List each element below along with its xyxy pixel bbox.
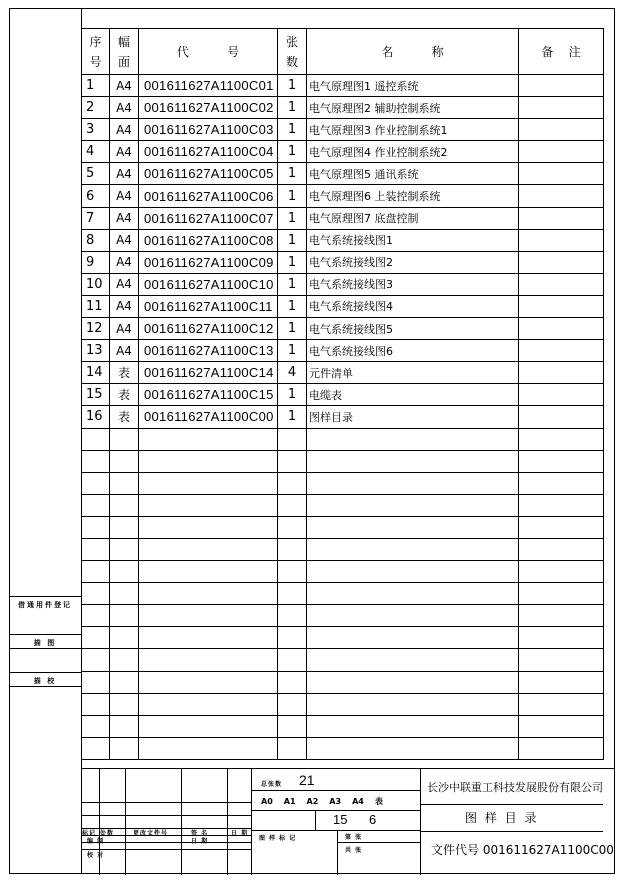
table-row [82,207,604,229]
table-row [82,75,604,97]
cell-name: 电气系统接线图6 [307,340,519,362]
cell-empty [82,737,110,759]
cell-empty [139,737,278,759]
cell-name: 电气原理图7 底盘控制 [307,207,519,229]
cell-empty [307,649,519,671]
cell-empty [519,671,604,693]
cell-empty [110,538,139,560]
cell-size: A4 [110,141,139,163]
cell-empty [278,715,307,737]
date2-label: 日 期 [191,838,209,845]
cell-empty [307,561,519,583]
cell-size: A4 [110,119,139,141]
cell-remark [519,295,604,317]
cell-qty: 4 [278,362,307,384]
divider [9,686,81,687]
cell-empty [82,561,110,583]
table-row-empty [82,583,604,605]
table-row-empty [82,428,604,450]
cell-name: 电气原理图3 作业控制系统1 [307,119,519,141]
cell-no: 16 [82,406,110,428]
cell-no: 4 [82,141,110,163]
cell-empty [139,605,278,627]
cell-no: 7 [82,207,110,229]
cell-empty [110,715,139,737]
cell-empty [139,627,278,649]
divider [315,810,316,830]
cell-empty [278,649,307,671]
cell-empty [82,649,110,671]
cell-empty [519,472,604,494]
divider [9,648,81,649]
cell-empty [307,737,519,759]
cell-empty [110,494,139,516]
table-row-empty [82,516,604,538]
cell-empty [110,737,139,759]
cell-empty [82,538,110,560]
cell-code: 001611627A1100C04 [139,141,278,163]
cell-empty [519,649,604,671]
cell-empty [278,605,307,627]
cell-name: 电气系统接线图5 [307,318,519,340]
divider [81,802,251,803]
cell-empty [519,450,604,472]
cell-empty [139,583,278,605]
cell-no: 6 [82,185,110,207]
cell-remark [519,384,604,406]
cell-empty [110,516,139,538]
cell-name: 电气系统接线图3 [307,273,519,295]
cell-name: 电气系统接线图2 [307,251,519,273]
cell-remark [519,75,604,97]
size-label: A3 [329,797,342,806]
cell-empty [82,450,110,472]
table-row [82,119,604,141]
general-parts-registration: 借通用件登记 [9,596,81,634]
cell-size: 表 [110,362,139,384]
size-label: 表 [374,797,383,806]
company-name: 长沙中联重工科技发展股份有限公司 [427,781,603,794]
cell-empty [519,627,604,649]
cell-empty [519,428,604,450]
cell-qty: 1 [278,406,307,428]
trace-registration: 描 图 [9,634,81,672]
table-row [82,318,604,340]
date-label: 日 期 [231,830,249,837]
cell-empty [307,583,519,605]
cell-remark [519,318,604,340]
table-row [82,295,604,317]
cell-empty [82,627,110,649]
cell-remark [519,141,604,163]
cell-remark [519,273,604,295]
size-label: A1 [283,797,296,806]
table-row [82,229,604,251]
divider [99,769,100,875]
cell-code: 001611627A1100C15 [139,384,278,406]
table-count: 6 [369,812,377,827]
cell-qty: 1 [278,119,307,141]
cell-no: 5 [82,163,110,185]
table-row [82,340,604,362]
cell-name: 元件清单 [307,362,519,384]
drawing-list-table [81,28,604,760]
document-title: 图 样 目 录 [465,811,539,825]
cell-empty [307,516,519,538]
cell-qty: 1 [278,273,307,295]
cell-qty: 1 [278,97,307,119]
cell-no: 2 [82,97,110,119]
cell-empty [110,649,139,671]
cell-size: 表 [110,384,139,406]
cell-size: A4 [110,251,139,273]
cell-empty [307,494,519,516]
cell-name: 电缆表 [307,384,519,406]
cell-empty [307,715,519,737]
divider [81,849,251,850]
mark-label: 标记 [82,830,97,837]
cell-remark [519,163,604,185]
cell-qty: 1 [278,163,307,185]
table-row-empty [82,671,604,693]
table-row-empty [82,715,604,737]
cell-empty [278,671,307,693]
table-row [82,384,604,406]
table-row-empty [82,561,604,583]
sign-label: 签 名 [191,830,209,837]
cell-empty [307,538,519,560]
cell-empty [139,472,278,494]
cell-no: 15 [82,384,110,406]
header-code: 代 号 [139,29,278,75]
cell-empty [82,605,110,627]
cell-empty [82,516,110,538]
cell-qty: 1 [278,340,307,362]
table-row [82,362,604,384]
cell-empty [110,605,139,627]
size-legend [261,796,394,807]
cell-remark [519,207,604,229]
cell-size: A4 [110,340,139,362]
divider [251,830,420,831]
cell-empty [82,494,110,516]
cell-code: 001611627A1100C09 [139,251,278,273]
cell-empty [519,583,604,605]
table-row [82,141,604,163]
cell-qty: 1 [278,229,307,251]
header-name: 名 称 [307,29,519,75]
table-body [82,75,604,760]
cell-empty [139,450,278,472]
cell-empty [139,561,278,583]
cell-qty: 1 [278,185,307,207]
cell-name: 电气原理图5 通讯系统 [307,163,519,185]
table-row-empty [82,627,604,649]
proofread-label: 校 对 [87,852,105,859]
cell-empty [278,472,307,494]
cell-name: 图样目录 [307,406,519,428]
sheets-total-label: 共 张 [345,847,363,854]
cell-empty [139,671,278,693]
compile-label: 编 制 [87,838,105,845]
cell-empty [278,516,307,538]
table-row-empty [82,472,604,494]
cell-code: 001611627A1100C10 [139,273,278,295]
cell-name: 电气原理图1 遥控系统 [307,75,519,97]
cell-empty [519,715,604,737]
cell-empty [82,583,110,605]
cell-empty [82,693,110,715]
header-size: 幅 面 [110,29,139,75]
cell-size: A4 [110,75,139,97]
cell-code: 001611627A1100C13 [139,340,278,362]
cell-size: A4 [110,185,139,207]
cell-code: 001611627A1100C14 [139,362,278,384]
cell-empty [139,516,278,538]
cell-qty: 1 [278,75,307,97]
cell-remark [519,340,604,362]
check-registration: 描 校 [9,672,81,874]
table-row-empty [82,494,604,516]
cell-empty [110,450,139,472]
cell-empty [278,561,307,583]
cell-size: A4 [110,97,139,119]
cell-code: 001611627A1100C11 [139,295,278,317]
cell-empty [139,428,278,450]
header-no: 序 号 [82,29,110,75]
table-row [82,406,604,428]
cell-no: 1 [82,75,110,97]
cell-empty [278,583,307,605]
cell-size: 表 [110,406,139,428]
cell-no: 12 [82,318,110,340]
table-header-row [82,29,604,75]
cell-empty [110,428,139,450]
cell-empty [278,737,307,759]
cell-no: 11 [82,295,110,317]
cell-empty [110,583,139,605]
cell-no: 8 [82,229,110,251]
cell-remark [519,97,604,119]
cell-empty [82,472,110,494]
cell-empty [278,494,307,516]
cell-remark [519,185,604,207]
cell-remark [519,362,604,384]
cell-qty: 1 [278,295,307,317]
cell-empty [307,605,519,627]
cell-empty [307,627,519,649]
cell-qty: 1 [278,141,307,163]
change-doc-label: 更改文件号 [133,830,169,837]
size-label: A4 [352,797,364,806]
cell-size: A4 [110,207,139,229]
cell-empty [110,627,139,649]
divider [337,842,420,843]
cell-no: 14 [82,362,110,384]
divider [81,842,251,843]
a4-count: 15 [333,812,348,827]
cell-empty [278,627,307,649]
title-block [81,768,615,874]
cell-name: 电气原理图2 辅助控制系统 [307,97,519,119]
cell-empty [519,494,604,516]
cell-empty [307,693,519,715]
cell-empty [307,671,519,693]
table-row-empty [82,538,604,560]
cell-empty [519,538,604,560]
cell-empty [519,605,604,627]
cell-code: 001611627A1100C01 [139,75,278,97]
cell-empty [139,538,278,560]
size-label: A2 [306,797,319,806]
cell-remark [519,229,604,251]
cell-empty [139,693,278,715]
cell-empty [307,472,519,494]
cell-empty [278,538,307,560]
cell-empty [519,516,604,538]
cell-empty [139,715,278,737]
left-registration-column [9,596,81,874]
cell-code: 001611627A1100C05 [139,163,278,185]
cell-empty [82,715,110,737]
table-row [82,251,604,273]
divider [81,815,251,816]
count-label: 处数 [100,830,115,837]
cell-no: 10 [82,273,110,295]
total-sheets-value: 21 [299,772,315,788]
table-row [82,185,604,207]
cell-size: A4 [110,295,139,317]
divider [227,769,228,875]
cell-qty: 1 [278,251,307,273]
cell-empty [82,671,110,693]
cell-code: 001611627A1100C07 [139,207,278,229]
cell-no: 13 [82,340,110,362]
cell-code: 001611627A1100C00 [139,406,278,428]
cell-remark [519,119,604,141]
cell-name: 电气系统接线图4 [307,295,519,317]
table-row-empty [82,693,604,715]
cell-empty [139,494,278,516]
cell-code: 001611627A1100C12 [139,318,278,340]
cell-code: 001611627A1100C02 [139,97,278,119]
divider [337,830,338,875]
cell-qty: 1 [278,384,307,406]
cell-size: A4 [110,229,139,251]
table-row-empty [82,649,604,671]
cell-empty [519,737,604,759]
cell-name: 电气原理图4 作业控制系统2 [307,141,519,163]
cell-size: A4 [110,318,139,340]
table-row-empty [82,450,604,472]
cell-empty [82,428,110,450]
cell-empty [519,693,604,715]
size-label: A0 [261,797,273,806]
cell-code: 001611627A1100C06 [139,185,278,207]
cell-empty [139,649,278,671]
cell-qty: 1 [278,318,307,340]
table-row [82,163,604,185]
cell-size: A4 [110,273,139,295]
total-sheets-label: 总张数 [261,781,283,788]
cell-name: 电气系统接线图1 [307,229,519,251]
cell-empty [519,561,604,583]
divider [125,769,126,875]
cell-empty [110,561,139,583]
cell-empty [110,671,139,693]
cell-empty [278,428,307,450]
divider [420,831,603,832]
sheet-no-label: 第 张 [345,834,363,841]
header-remark: 备 注 [519,29,604,75]
divider [251,810,420,811]
table-row [82,273,604,295]
divider [181,769,182,875]
cell-empty [110,472,139,494]
cell-qty: 1 [278,207,307,229]
divider [251,790,420,791]
cell-no: 3 [82,119,110,141]
cell-size: A4 [110,163,139,185]
drawing-mark-label: 图 样 标 记 [259,835,297,842]
header-qty: 张 数 [278,29,307,75]
table-row [82,97,604,119]
file-code: 文件代号 001611627A1100C00 [431,843,614,857]
cell-empty [110,693,139,715]
cell-empty [307,450,519,472]
table-row-empty [82,605,604,627]
cell-empty [278,450,307,472]
cell-code: 001611627A1100C03 [139,119,278,141]
cell-empty [278,693,307,715]
divider [420,769,421,875]
divider [420,804,603,805]
cell-remark [519,406,604,428]
cell-empty [307,428,519,450]
cell-name: 电气原理图6 上装控制系统 [307,185,519,207]
cell-remark [519,251,604,273]
cell-code: 001611627A1100C08 [139,229,278,251]
cell-no: 9 [82,251,110,273]
table-row-empty [82,737,604,759]
divider [251,769,252,875]
